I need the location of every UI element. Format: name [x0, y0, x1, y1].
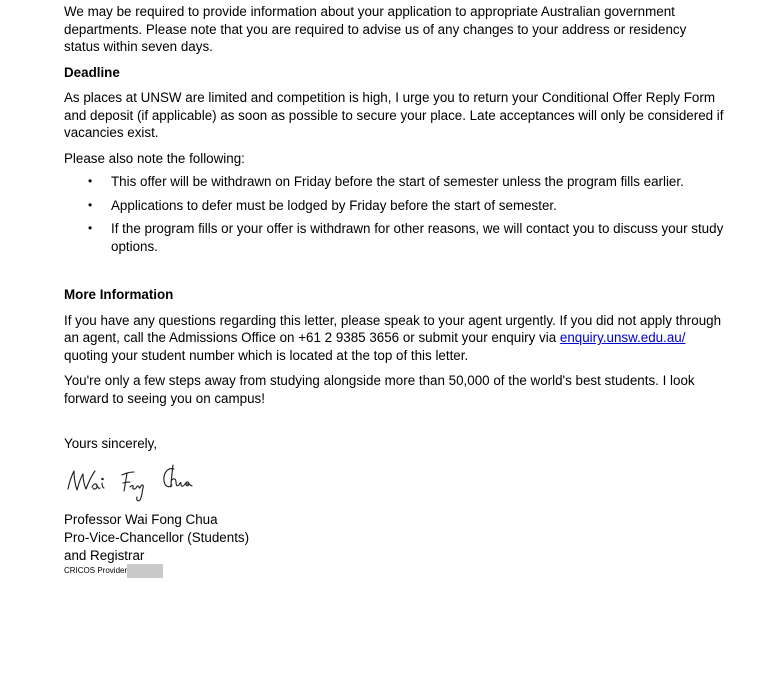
- list-item: [64, 173, 724, 191]
- bullet-icon: •: [88, 174, 93, 188]
- bullet-icon: •: [88, 221, 93, 235]
- cricos-line: [64, 564, 724, 578]
- closing-paragraph: You're only a few steps away from studying alongside more than 50,000 of the world's best students. I look forward to seeing you on campus!: [64, 373, 695, 406]
- more-info-text-before-link: If you have any questions regarding this letter, please speak to your agent urgently. If you did not apply through an agent, call the Admissions Office on +61 2 9385 3656 or submit your enquiry via: [64, 312, 722, 345]
- list-item: [64, 220, 724, 255]
- intro-paragraph: We may be required to provide information about your application to appropriate Australian government departments. Please note that you are required to advise us of any changes to your address or residency status within seven days.: [64, 4, 687, 54]
- notes-list: [64, 173, 724, 255]
- list-item-text: This offer will be withdrawn on Friday before the start of semester unless the program fills earlier.: [111, 174, 684, 189]
- signature-block: [64, 511, 724, 565]
- redacted-box: [127, 564, 163, 578]
- signatory-name: Professor Wai Fong Chua: [64, 511, 218, 527]
- more-info-heading: More Information: [64, 287, 174, 302]
- more-info-text-after-link: quoting your student number which is located at the top of this letter.: [64, 347, 469, 363]
- bullet-icon: •: [88, 197, 93, 212]
- salutation: Yours sincerely,: [64, 436, 158, 451]
- signatory-title: Pro-Vice-Chancellor (Students): [64, 529, 250, 545]
- handwritten-signature: [64, 459, 204, 505]
- letter-body: [64, 3, 724, 578]
- more-info-paragraph: [64, 312, 724, 365]
- enquiry-link[interactable]: enquiry.unsw.edu.au/: [559, 330, 686, 345]
- list-item-text: If the program fills or your offer is withdrawn for other reasons, we will contact you to discuss your study options.: [111, 221, 724, 254]
- deadline-paragraph: As places at UNSW are limited and competition is high, I urge you to return your Conditional Offer Reply Form and deposit (if applicable) as soon as possible to secure your place. Late acceptances will only be considered if vacancies exist.: [64, 90, 724, 140]
- list-item-text: Applications to defer must be lodged by Friday before the start of semester.: [111, 197, 557, 213]
- list-item: [64, 197, 724, 215]
- note-intro: Please also note the following:: [64, 150, 245, 166]
- signatory-title-2: and Registrar: [64, 547, 145, 563]
- section-spacer: [64, 261, 724, 286]
- cricos-label: CRICOS Provider: [64, 565, 128, 575]
- deadline-heading: Deadline: [64, 64, 120, 80]
